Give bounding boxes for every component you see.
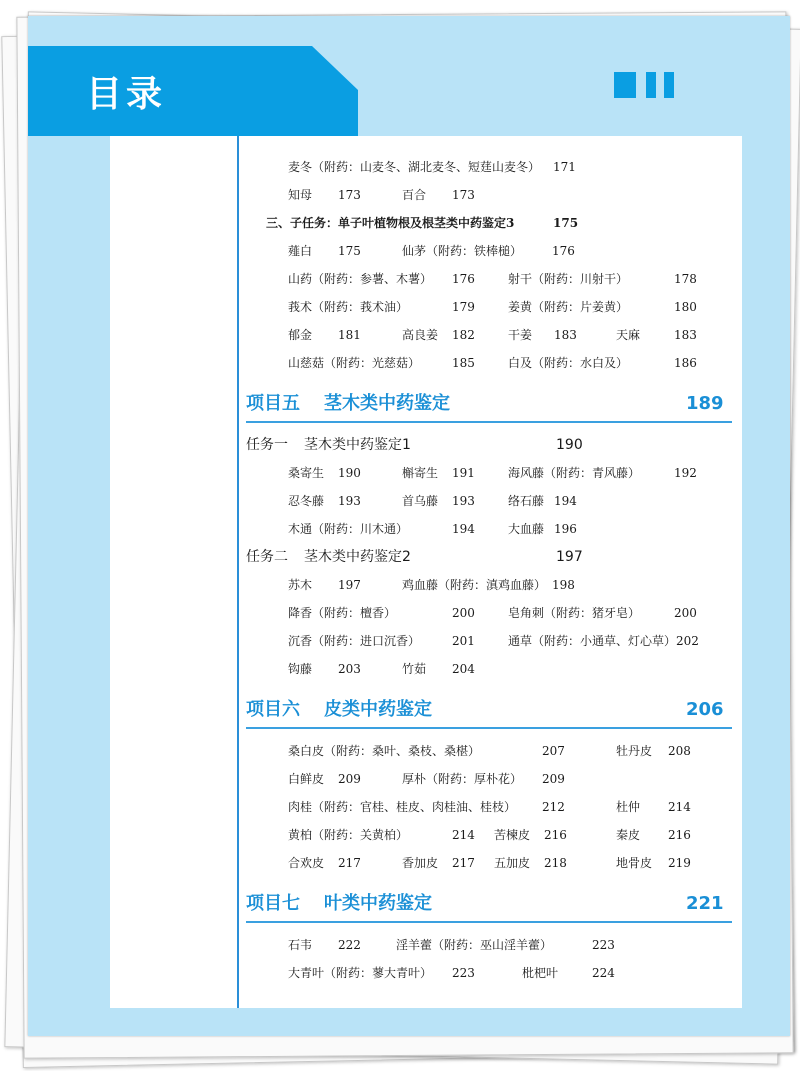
toc-list bbox=[246, 136, 732, 1008]
toc-text: 香加皮 bbox=[402, 856, 439, 870]
toc-text: 181 bbox=[338, 328, 361, 342]
toc-text: 合欢皮 bbox=[288, 856, 325, 870]
toc-text: 首乌藤 bbox=[402, 494, 439, 508]
toc-text: 白及（附药：水白及） bbox=[508, 356, 629, 370]
toc-text: 208 bbox=[668, 744, 691, 758]
toc-text: 郁金 bbox=[288, 328, 313, 342]
toc-text: 天麻 bbox=[616, 328, 641, 342]
toc-text: 竹茹 bbox=[402, 662, 427, 676]
decorative-bar bbox=[646, 72, 656, 98]
toc-text: 淫羊藿（附药：巫山淫羊藿） bbox=[396, 938, 553, 952]
toc-text: 176 bbox=[552, 244, 575, 258]
toc-entry[interactable] bbox=[246, 658, 732, 680]
toc-text: 木通（附药：川木通） bbox=[288, 522, 409, 536]
toc-text: 191 bbox=[452, 466, 475, 480]
toc-entry[interactable] bbox=[246, 934, 732, 956]
toc-entry[interactable] bbox=[246, 602, 732, 624]
toc-text: 降香（附药：檀香） bbox=[288, 606, 397, 620]
toc-text: 鸡血藤（附药：滇鸡血藤） bbox=[402, 578, 547, 592]
toc-text: 178 bbox=[674, 272, 697, 286]
toc-text: 222 bbox=[338, 938, 361, 952]
section-underline bbox=[246, 921, 732, 923]
toc-text: 通草（附药：小通草、灯心草）202 bbox=[508, 634, 699, 648]
toc-entry[interactable] bbox=[246, 852, 732, 874]
toc-text: 苏木 bbox=[288, 578, 313, 592]
toc-text: 206 bbox=[686, 699, 724, 720]
toc-text: 仙茅（附药：铁棒槌） bbox=[402, 244, 523, 258]
toc-text: 项目六 bbox=[246, 699, 300, 720]
decorative-bar bbox=[664, 72, 674, 98]
toc-entry[interactable] bbox=[246, 352, 732, 374]
toc-text: 钩藤 bbox=[288, 662, 313, 676]
page-title: 目录 bbox=[86, 74, 167, 115]
toc-text: 桑白皮（附药：桑叶、桑枝、桑椹） bbox=[288, 744, 481, 758]
toc-text: 182 bbox=[452, 328, 475, 342]
toc-entry[interactable] bbox=[246, 296, 732, 318]
toc-text: 槲寄生 bbox=[402, 466, 439, 480]
toc-text: 203 bbox=[338, 662, 361, 676]
decorative-bar bbox=[614, 72, 636, 98]
toc-text: 厚朴（附药：厚朴花） bbox=[402, 772, 523, 786]
toc-entry[interactable] bbox=[246, 268, 732, 290]
toc-page bbox=[28, 16, 790, 1036]
toc-text: 皮类中药鉴定 bbox=[324, 699, 432, 720]
toc-text: 176 bbox=[452, 272, 475, 286]
toc-text: 194 bbox=[452, 522, 475, 536]
toc-text: 山药（附药：参薯、木薯） bbox=[288, 272, 433, 286]
toc-text: 肉桂（附药：官桂、桂皮、肉桂油、桂枝） bbox=[288, 800, 517, 814]
title-banner bbox=[28, 46, 358, 136]
toc-task[interactable] bbox=[246, 434, 732, 456]
toc-text: 知母 bbox=[288, 188, 313, 202]
toc-text: 茎木类中药鉴定2 bbox=[304, 549, 411, 565]
toc-text: 216 bbox=[544, 828, 567, 842]
toc-text: 山慈菇（附药：光慈菇） bbox=[288, 356, 421, 370]
toc-entry[interactable] bbox=[246, 518, 732, 540]
toc-text: 白鲜皮 bbox=[288, 772, 325, 786]
toc-text: 莪术（附药：莪术油） bbox=[288, 300, 409, 314]
toc-text: 190 bbox=[338, 466, 361, 480]
toc-text: 黄柏（附药：关黄柏） bbox=[288, 828, 409, 842]
toc-text: 沉香（附药：进口沉香） bbox=[288, 634, 421, 648]
toc-text: 223 bbox=[592, 938, 615, 952]
toc-text: 大青叶（附药：蓼大青叶） bbox=[288, 966, 433, 980]
toc-text: 207 bbox=[542, 744, 565, 758]
toc-text: 项目五 bbox=[246, 393, 300, 414]
toc-text: 224 bbox=[592, 966, 615, 980]
toc-text: 薤白 bbox=[288, 244, 313, 258]
toc-text: 200 bbox=[674, 606, 697, 620]
toc-text: 项目七 bbox=[246, 893, 300, 914]
toc-text: 217 bbox=[338, 856, 361, 870]
toc-text: 216 bbox=[668, 828, 691, 842]
toc-section[interactable] bbox=[246, 388, 732, 422]
toc-text: 三、子任务：单子叶植物根及根茎类中药鉴定3 bbox=[266, 216, 515, 230]
toc-entry[interactable] bbox=[246, 324, 732, 346]
toc-text: 197 bbox=[338, 578, 361, 592]
toc-text: 忍冬藤 bbox=[288, 494, 325, 508]
toc-text: 218 bbox=[544, 856, 567, 870]
toc-text: 173 bbox=[338, 188, 361, 202]
toc-text: 201 bbox=[452, 634, 475, 648]
toc-entry[interactable] bbox=[246, 768, 732, 790]
toc-text: 209 bbox=[542, 772, 565, 786]
toc-text: 221 bbox=[686, 893, 724, 914]
toc-subtask[interactable] bbox=[246, 212, 732, 234]
toc-text: 任务二 bbox=[246, 549, 288, 565]
toc-text: 173 bbox=[452, 188, 475, 202]
toc-text: 171 bbox=[553, 160, 576, 174]
toc-text: 183 bbox=[554, 328, 577, 342]
margin-rule bbox=[237, 136, 239, 1008]
toc-entry[interactable] bbox=[246, 462, 732, 484]
toc-text: 络石藤 bbox=[508, 494, 545, 508]
toc-text: 杜仲 bbox=[616, 800, 641, 814]
toc-text: 干姜 bbox=[508, 328, 533, 342]
toc-text: 麦冬（附药：山麦冬、湖北麦冬、短莛山麦冬） bbox=[288, 160, 541, 174]
toc-text: 180 bbox=[674, 300, 697, 314]
toc-text: 高良姜 bbox=[402, 328, 439, 342]
toc-text: 209 bbox=[338, 772, 361, 786]
toc-entry[interactable] bbox=[246, 962, 732, 984]
toc-text: 185 bbox=[452, 356, 475, 370]
toc-text: 204 bbox=[452, 662, 475, 676]
toc-entry[interactable] bbox=[246, 490, 732, 512]
toc-section[interactable] bbox=[246, 888, 732, 922]
toc-text: 175 bbox=[338, 244, 361, 258]
section-underline bbox=[246, 421, 732, 423]
toc-text: 皂角刺（附药：猪牙皂） bbox=[508, 606, 641, 620]
toc-text: 秦皮 bbox=[616, 828, 641, 842]
toc-text: 200 bbox=[452, 606, 475, 620]
toc-text: 五加皮 bbox=[494, 856, 531, 870]
toc-text: 175 bbox=[553, 216, 579, 230]
toc-text: 190 bbox=[556, 437, 583, 453]
toc-text: 枇杷叶 bbox=[522, 966, 559, 980]
toc-text: 石韦 bbox=[288, 938, 313, 952]
toc-entry[interactable] bbox=[246, 796, 732, 818]
toc-entry[interactable] bbox=[246, 630, 732, 652]
toc-text: 大血藤 bbox=[508, 522, 545, 536]
toc-entry[interactable] bbox=[246, 240, 732, 262]
toc-text: 193 bbox=[338, 494, 361, 508]
toc-text: 百合 bbox=[402, 188, 427, 202]
toc-task[interactable] bbox=[246, 546, 732, 568]
toc-text: 196 bbox=[554, 522, 577, 536]
toc-text: 183 bbox=[674, 328, 697, 342]
toc-text: 212 bbox=[542, 800, 565, 814]
toc-text: 193 bbox=[452, 494, 475, 508]
toc-entry[interactable] bbox=[246, 740, 732, 762]
toc-text: 214 bbox=[452, 828, 475, 842]
toc-text: 任务一 bbox=[246, 437, 288, 453]
toc-text: 223 bbox=[452, 966, 475, 980]
toc-section[interactable] bbox=[246, 694, 732, 728]
toc-entry[interactable] bbox=[246, 156, 732, 178]
toc-text: 海风藤（附药：青风藤） bbox=[508, 466, 641, 480]
section-underline bbox=[246, 727, 732, 729]
toc-text: 192 bbox=[674, 466, 697, 480]
toc-text: 牡丹皮 bbox=[616, 744, 653, 758]
toc-text: 186 bbox=[674, 356, 697, 370]
toc-text: 214 bbox=[668, 800, 691, 814]
toc-text: 茎木类中药鉴定 bbox=[324, 393, 450, 414]
toc-text: 179 bbox=[452, 300, 475, 314]
toc-text: 217 bbox=[452, 856, 475, 870]
toc-text: 茎木类中药鉴定1 bbox=[304, 437, 411, 453]
toc-entry[interactable] bbox=[246, 824, 732, 846]
toc-text: 苦楝皮 bbox=[494, 828, 531, 842]
toc-panel bbox=[110, 136, 742, 1008]
toc-text: 姜黄（附药：片姜黄） bbox=[508, 300, 629, 314]
toc-entry[interactable] bbox=[246, 184, 732, 206]
toc-entry[interactable] bbox=[246, 574, 732, 596]
toc-text: 198 bbox=[552, 578, 575, 592]
toc-text: 189 bbox=[686, 393, 724, 414]
toc-text: 219 bbox=[668, 856, 691, 870]
toc-text: 叶类中药鉴定 bbox=[324, 893, 432, 914]
toc-text: 射干（附药：川射干） bbox=[508, 272, 629, 286]
toc-text: 地骨皮 bbox=[616, 856, 653, 870]
toc-text: 194 bbox=[554, 494, 577, 508]
toc-text: 桑寄生 bbox=[288, 466, 325, 480]
toc-text: 197 bbox=[556, 549, 583, 565]
